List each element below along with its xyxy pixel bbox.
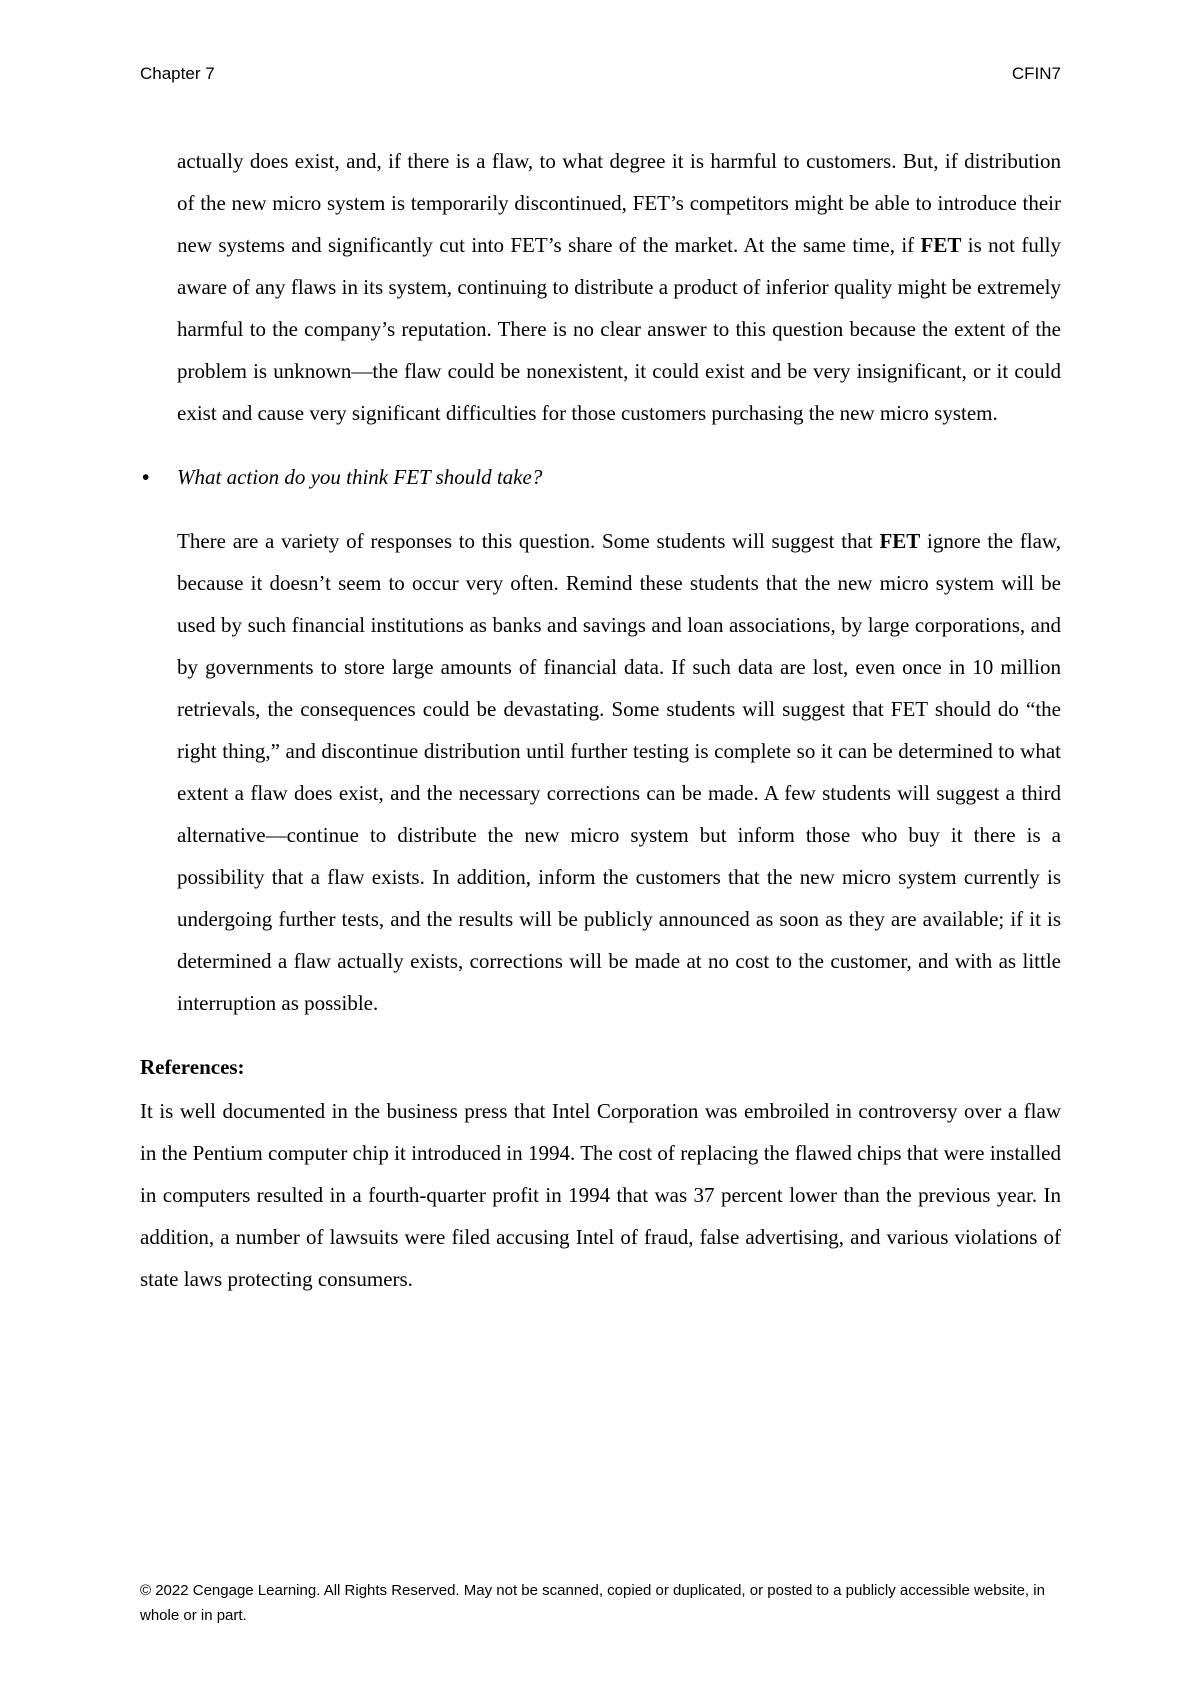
- header-chapter-label: Chapter 7: [140, 64, 215, 83]
- bullet-question-item: [140, 456, 1061, 498]
- copyright-notice: © 2022 Cengage Learning. All Rights Reserved. May not be scanned, copied or duplicated, or posted to a publicly accessible website, in whole or in part.: [140, 1582, 1045, 1624]
- references-heading: References:: [140, 1055, 245, 1079]
- body-text: ignore the flaw, because it doesn’t seem to occur very often. Remind these students that the new micro system will be used by such financial institutions as banks and savings and loan associations, by large corporations, and by governments to store large amounts of financial data. If such data are lost, even once in 10 million retrievals, the consequences could be devastating. Some students will suggest that FET should do “the right thing,” and discontinue distribution until further testing is complete so it can be determined to what extent a flaw does exist, and the necessary corrections can be made. A few students will suggest a third alternative—continue to distribute the new micro system but inform those who buy it there is a possibility that a flaw exists. In addition, inform the customers that the new micro system currently is undergoing further tests, and the results will be publicly announced as soon as they are available; if it is determined a flaw actually exists, corrections will be made at no cost to the customer, and with as little interruption as possible.: [177, 529, 1061, 1015]
- emphasized-text: FET: [879, 529, 921, 553]
- bullet-list: [140, 456, 1061, 498]
- references-paragraph: It is well documented in the business press that Intel Corporation was embroiled in controversy over a flaw in the Pentium computer chip it introduced in 1994. The cost of replacing the flawed chips that were installed in computers resulted in a fourth-quarter profit in 1994 that was 37 percent lower than the previous year. In addition, a number of lawsuits were filed accusing Intel of fraud, false advertising, and various violations of state laws protecting consumers.: [140, 1099, 1061, 1291]
- page-header: [140, 64, 1061, 84]
- header-book-code-label: CFIN7: [1011, 64, 1061, 83]
- body-text: actually does exist, and, if there is a flaw, to what degree it is harmful to customers. But, if distribution of the new micro system is temporarily discontinued, FET’s competitors might be able to introduce their new systems and significantly cut into FET’s share of the market. At the same time, if: [177, 149, 1061, 257]
- document-body: [140, 140, 1061, 1300]
- bullet-question-text: What action do you think FET should take?: [177, 465, 543, 489]
- emphasized-text: FET: [920, 233, 962, 257]
- page-footer: [140, 1578, 1061, 1628]
- body-text: There are a variety of responses to this question. Some students will suggest that: [177, 529, 880, 553]
- body-text: is not fully aware of any flaws in its system, continuing to distribute a product of inferior quality might be extremely harmful to the company’s reputation. There is no clear answer to this question because the extent of the problem is unknown—the flaw could be nonexistent, it could exist and be very insignificant, or it could exist and cause very significant difficulties for those customers purchasing the new micro system.: [177, 233, 1061, 425]
- paragraph-answer-discussion: [177, 520, 1061, 1024]
- paragraph-flaw-discussion: [177, 140, 1061, 434]
